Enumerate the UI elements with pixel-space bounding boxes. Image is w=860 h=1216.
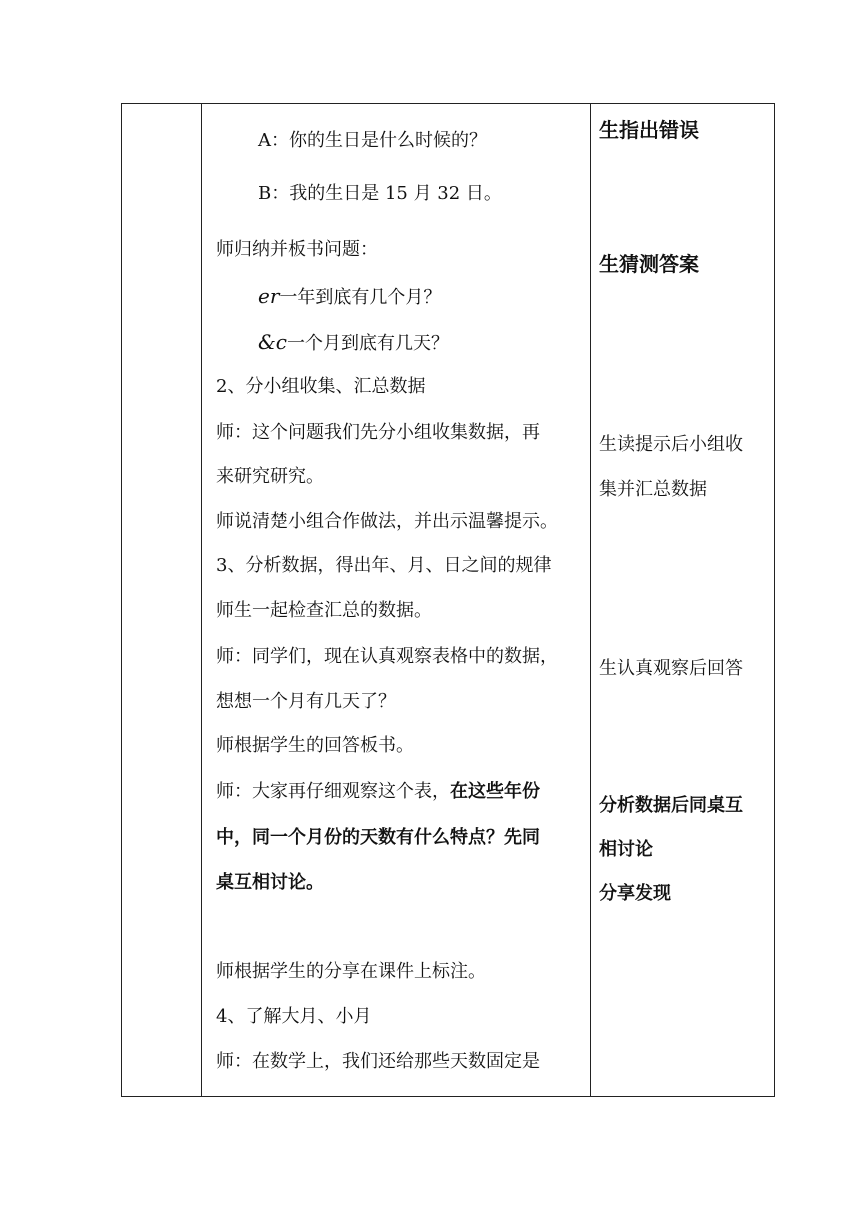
student-action-5-line-1: 分析数据后同桌互 bbox=[599, 795, 743, 816]
student-action-5-line-3: 分享发现 bbox=[599, 883, 671, 904]
step-3-para-4-prefix: 师：大家再仔细观察这个表， bbox=[216, 781, 450, 802]
step-3-para-3: 师根据学生的回答板书。 bbox=[216, 735, 414, 756]
question-1-symbol: er bbox=[258, 284, 280, 308]
step-2-para-2: 师说清楚小组合作做法，并出示温馨提示。 bbox=[216, 511, 558, 532]
step-3-para-4-line-3: 桌互相讨论。 bbox=[216, 872, 324, 893]
student-action-1: 生指出错误 bbox=[599, 118, 699, 142]
table-column-divider-right bbox=[590, 103, 591, 1097]
question-2 bbox=[258, 330, 449, 356]
step-2-para-1-line-2: 来研究研究。 bbox=[216, 466, 324, 487]
student-action-5-line-2: 相讨论 bbox=[599, 839, 653, 860]
student-action-3-line-1: 生读提示后小组收 bbox=[599, 434, 743, 455]
step-3-para-4-line-1 bbox=[216, 780, 540, 804]
step-3-para-4-bold-start: 在这些年份 bbox=[450, 781, 540, 802]
student-action-4: 生认真观察后回答 bbox=[599, 658, 743, 679]
step-2-para-1-line-1: 师：这个问题我们先分小组收集数据，再 bbox=[216, 422, 540, 443]
student-action-3-line-2: 集并汇总数据 bbox=[599, 479, 707, 500]
question-2-text: 一个月到底有几天？ bbox=[287, 333, 450, 354]
step-3-para-5: 师根据学生的分享在课件上标注。 bbox=[216, 961, 486, 982]
step-2-heading: 2、分小组收集、汇总数据 bbox=[216, 376, 426, 397]
dialog-line-a: A：你的生日是什么时候的？ bbox=[258, 130, 487, 151]
step-4-para-1: 师：在数学上，我们还给那些天数固定是 bbox=[216, 1051, 540, 1072]
step-3-heading: 3、分析数据，得出年、月、日之间的规律 bbox=[216, 555, 552, 576]
step-3-para-2-line-1: 师：同学们，现在认真观察表格中的数据， bbox=[216, 646, 558, 667]
question-1-text: 一年到底有几个月？ bbox=[279, 287, 442, 308]
dialog-line-b: B：我的生日是 15 月 32 日。 bbox=[258, 183, 502, 204]
summary-line: 师归纳并板书问题： bbox=[216, 239, 378, 260]
step-3-para-1: 师生一起检查汇总的数据。 bbox=[216, 600, 432, 621]
step-3-para-2-line-2: 想想一个月有几天了？ bbox=[216, 691, 396, 712]
question-2-symbol: &c bbox=[258, 330, 288, 354]
table-column-divider-left bbox=[201, 103, 202, 1097]
step-4-heading: 4、了解大月、小月 bbox=[216, 1006, 372, 1027]
step-3-para-4-line-2: 中，同一个月份的天数有什么特点？先同 bbox=[216, 827, 540, 848]
student-action-2: 生猜测答案 bbox=[599, 252, 699, 276]
question-1 bbox=[258, 284, 441, 310]
